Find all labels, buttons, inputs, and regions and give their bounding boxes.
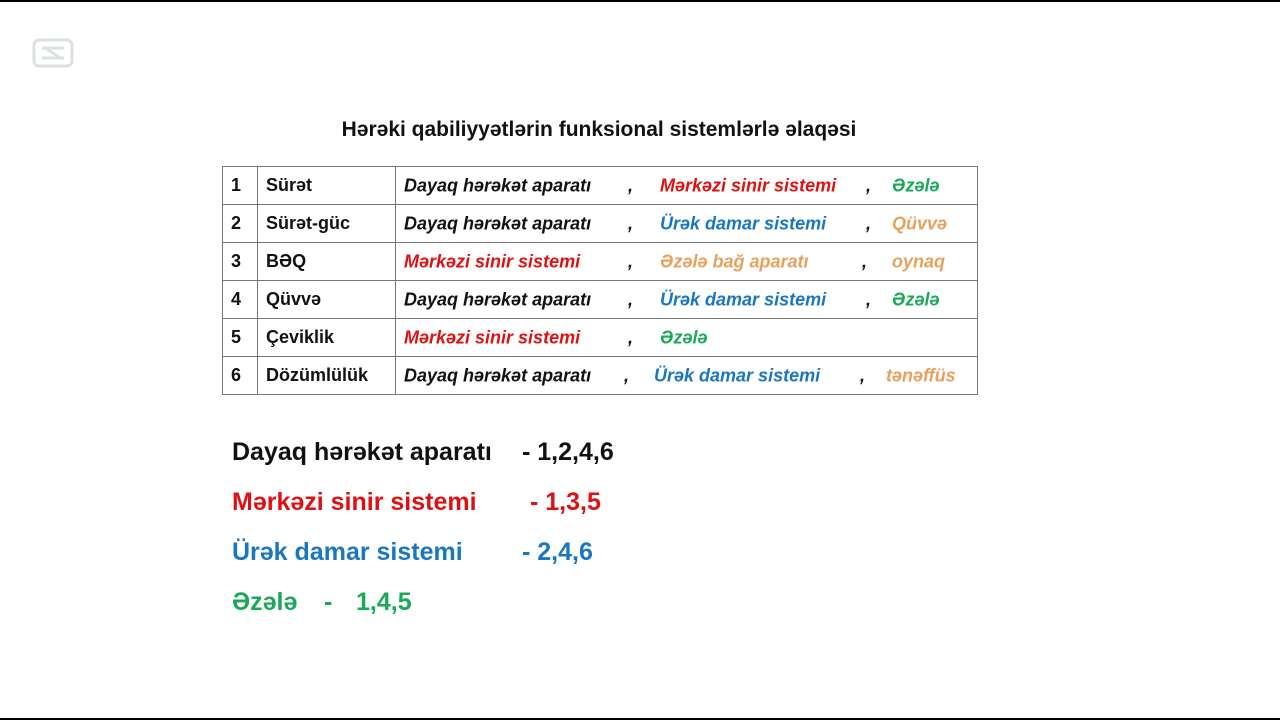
legend-label: Mərkəzi sinir sistemi — [232, 488, 477, 516]
separator: , — [866, 213, 872, 233]
system-item: Dayaq hərəkət aparatı — [404, 175, 592, 195]
table-row — [223, 319, 978, 357]
ability-name: Qüvvə — [258, 281, 396, 319]
abilities-table — [222, 166, 978, 395]
legend-label: Ürək damar sistemi — [232, 538, 463, 566]
ability-name: Sürət — [258, 167, 396, 205]
systems-cell — [396, 319, 978, 357]
row-number: 3 — [223, 243, 258, 281]
separator: , — [628, 251, 634, 271]
system-item: Əzələ — [660, 327, 708, 347]
system-item: Əzələ bağ aparatı — [660, 251, 809, 271]
top-border — [0, 0, 1280, 2]
legend-separator: - — [324, 588, 333, 616]
row-number: 5 — [223, 319, 258, 357]
table-row — [223, 243, 978, 281]
system-item: Mərkəzi sinir sistemi — [404, 251, 581, 271]
system-item: Əzələ — [892, 175, 940, 195]
row-number: 4 — [223, 281, 258, 319]
system-item: Dayaq hərəkət aparatı — [404, 213, 592, 233]
separator: , — [866, 289, 872, 309]
separator: , — [862, 251, 868, 271]
legend-values: - 2,4,6 — [522, 538, 593, 566]
separator: , — [628, 213, 634, 233]
table-row — [223, 357, 978, 395]
system-item: Qüvvə — [892, 213, 948, 233]
table-row — [223, 281, 978, 319]
legend-label: Əzələ — [232, 588, 298, 616]
table-row — [223, 167, 978, 205]
separator: , — [860, 365, 866, 385]
ability-name: BƏQ — [258, 243, 396, 281]
system-item: Mərkəzi sinir sistemi — [660, 175, 837, 195]
system-item: Ürək damar sistemi — [654, 365, 821, 385]
system-item: oynaq — [892, 251, 946, 271]
systems-cell — [396, 167, 978, 205]
legend-label: Dayaq hərəkət aparatı — [232, 438, 492, 466]
table-row — [223, 205, 978, 243]
row-number: 6 — [223, 357, 258, 395]
separator: , — [866, 175, 872, 195]
system-item: Ürək damar sistemi — [660, 289, 827, 309]
separator: , — [628, 327, 634, 347]
systems-cell — [396, 281, 978, 319]
system-item: Dayaq hərəkət aparatı — [404, 289, 592, 309]
legend-values: - 1,2,4,6 — [522, 438, 614, 466]
systems-cell — [396, 243, 978, 281]
row-number: 2 — [223, 205, 258, 243]
ability-name: Sürət-güc — [258, 205, 396, 243]
legend-values: - 1,3,5 — [530, 488, 601, 516]
system-item: Ürək damar sistemi — [660, 213, 827, 233]
legend-values: 1,4,5 — [356, 588, 412, 616]
ability-name: Çeviklik — [258, 319, 396, 357]
separator: , — [628, 175, 634, 195]
system-item: Mərkəzi sinir sistemi — [404, 327, 581, 347]
separator: , — [624, 365, 630, 385]
separator: , — [628, 289, 634, 309]
systems-cell — [396, 357, 978, 395]
row-number: 1 — [223, 167, 258, 205]
system-item: Dayaq hərəkət aparatı — [404, 365, 592, 385]
systems-cell — [396, 205, 978, 243]
system-item: Əzələ — [892, 289, 940, 309]
page-title: Hərəki qabiliyyətlərin funksional sistemlərlə əlaqəsi — [341, 118, 857, 141]
channel-logo-icon — [32, 36, 74, 70]
ability-name: Dözümlülük — [258, 357, 396, 395]
system-item: tənəffüs — [886, 365, 956, 385]
